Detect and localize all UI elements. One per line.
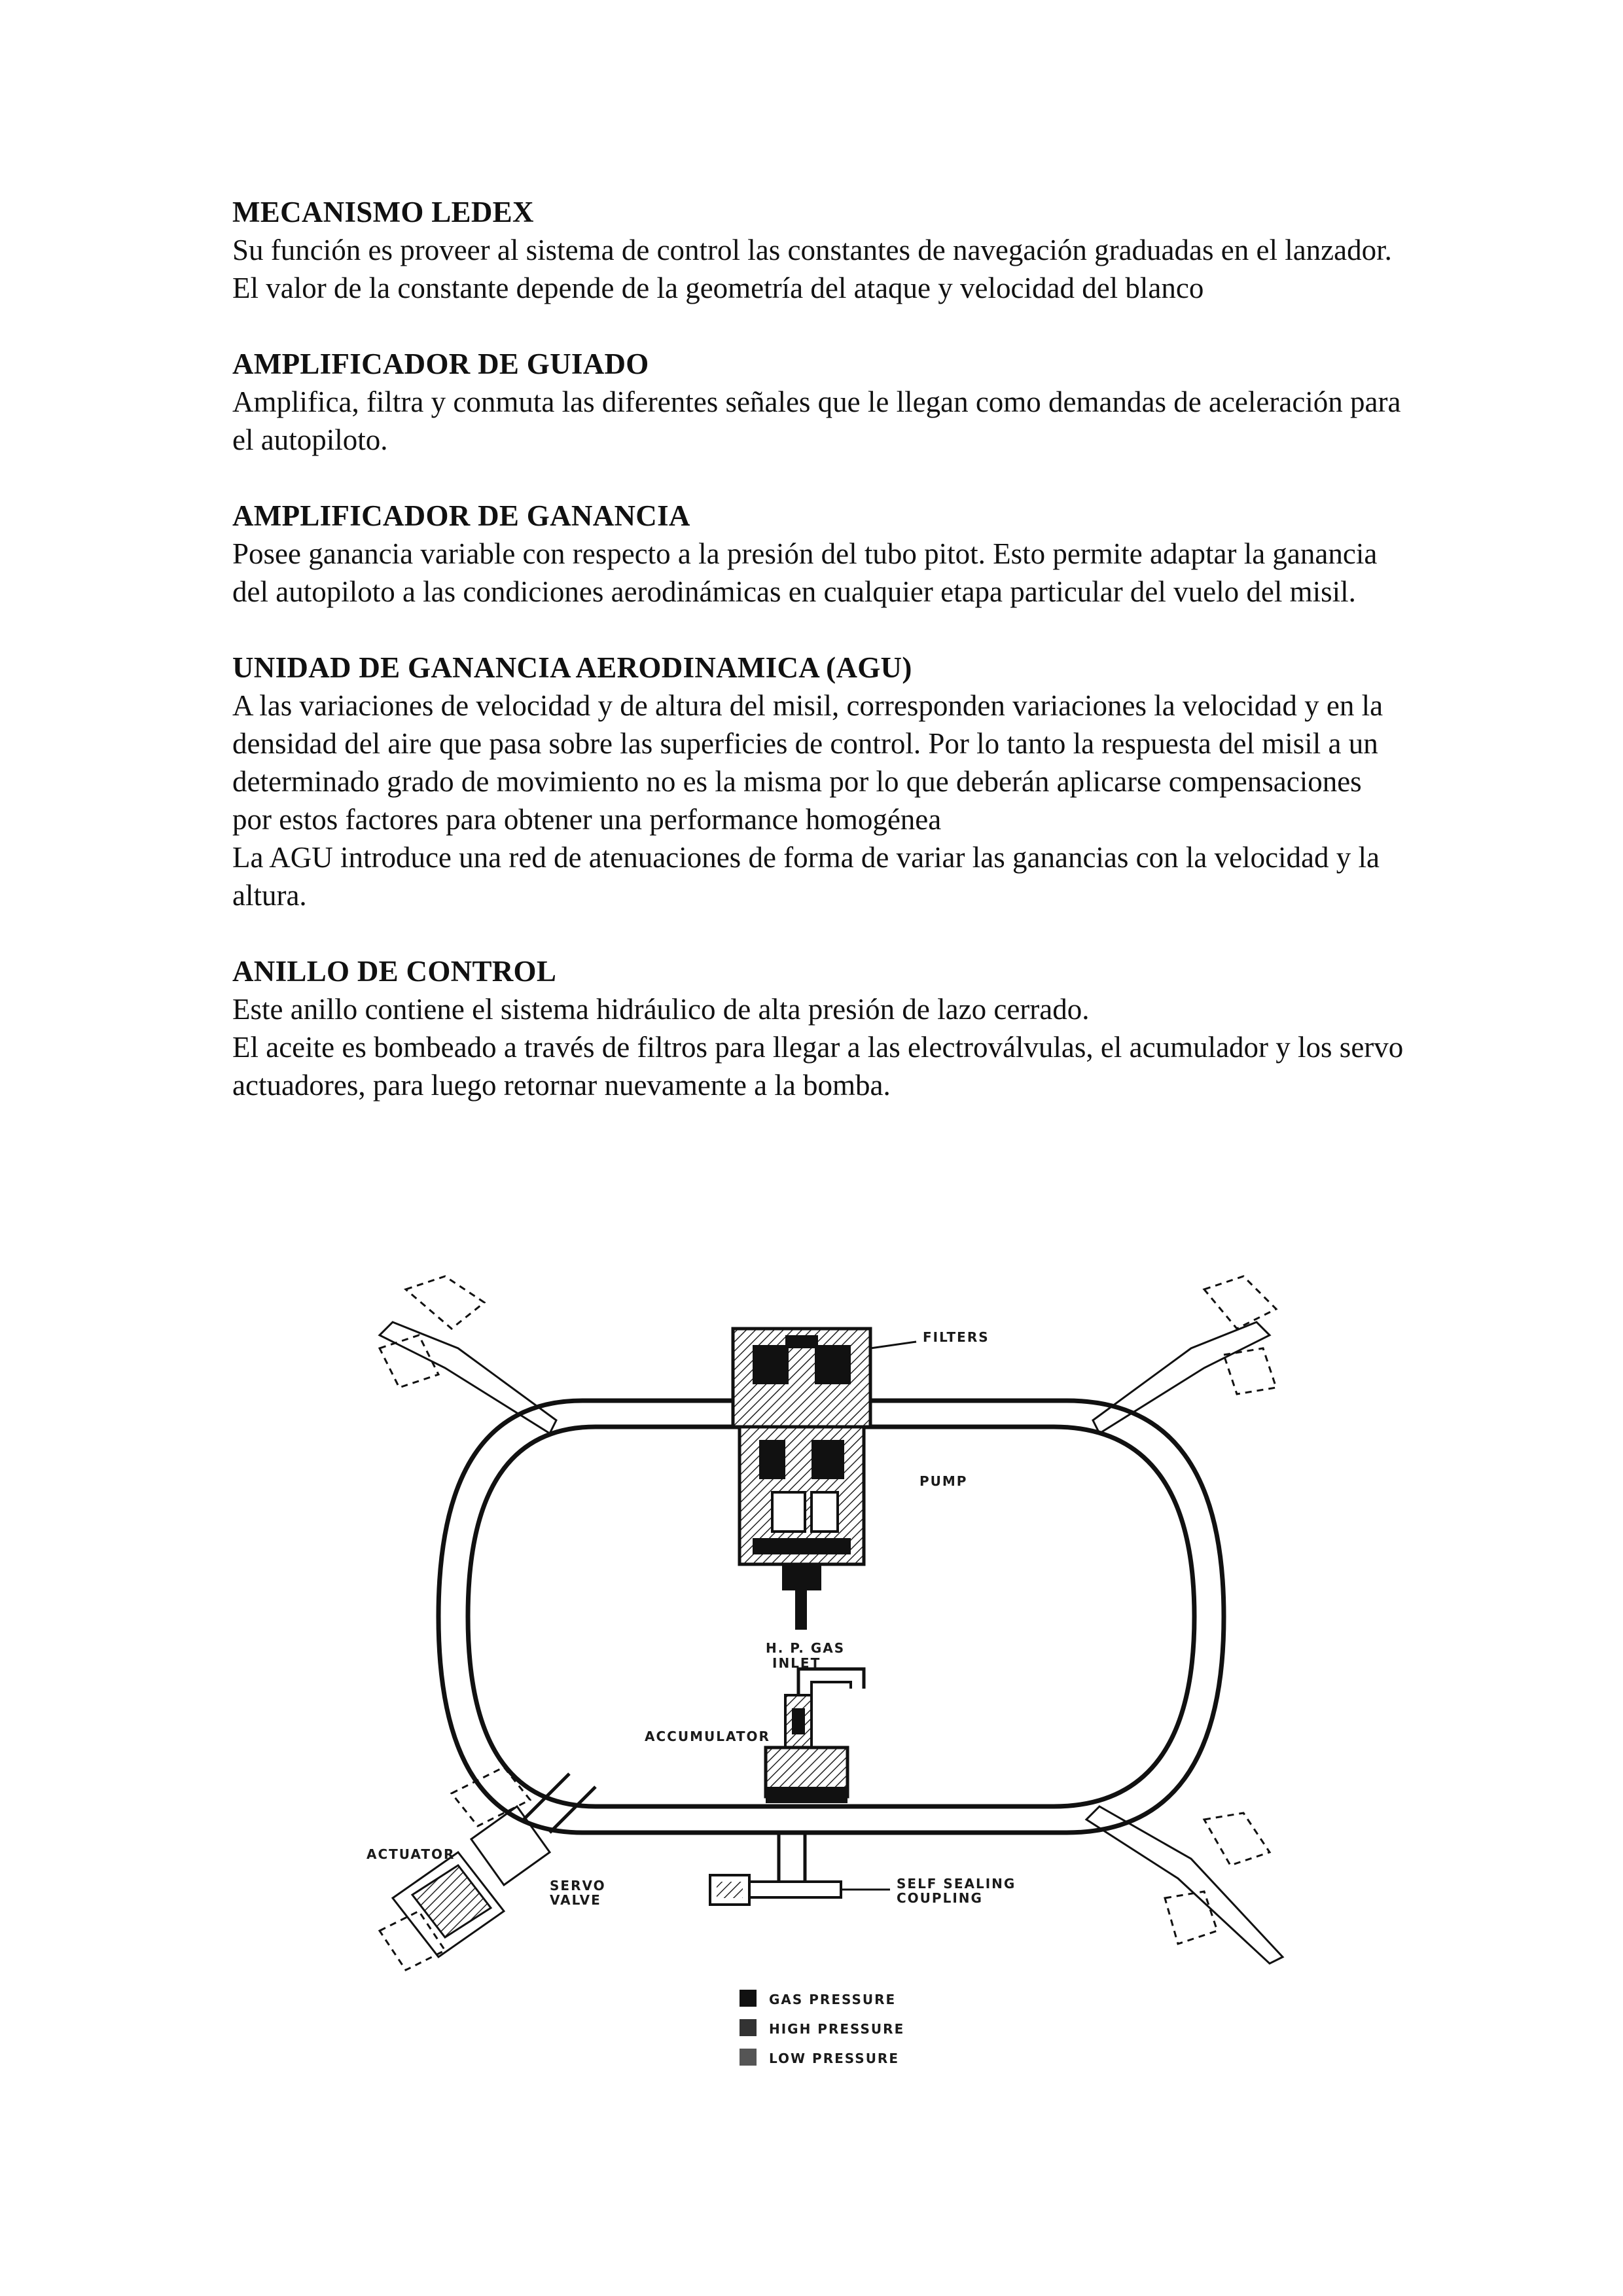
section-heading: MECANISMO LEDEX: [232, 196, 534, 228]
diagram-legend: [740, 1990, 904, 2066]
section-paragraph: Posee ganancia variable con respecto a la presión del tubo pitot. Esto permite adaptar la ganancia del autopiloto a las condiciones aerodinámicas en cualquier etapa particular del vuelo del misil.: [232, 537, 1378, 608]
section-paragraph: Amplifica, filtra y conmuta las diferentes señales que le llegan como demandas de aceleración para el autopiloto.: [232, 386, 1401, 456]
pump-assembly: [733, 1329, 916, 1630]
section-heading: AMPLIFICADOR DE GUIADO: [232, 348, 649, 380]
legend-high-label: HIGH PRESSURE: [769, 2021, 905, 2037]
legend-gas-label: GAS PRESSURE: [769, 1992, 897, 2007]
coupling-label: SELF SEALING: [897, 1876, 1016, 1892]
servo-valve-label-line2: VALVE: [550, 1892, 601, 1908]
section-heading: ANILLO DE CONTROL: [232, 955, 557, 988]
section-anillo-control: [232, 952, 1404, 1104]
hp-gas-label: H. P. GAS: [766, 1640, 846, 1656]
section-paragraph: La AGU introduce una red de atenuaciones de forma de variar las ganancias con la velocidad y la altura.: [232, 841, 1380, 912]
accumulator-label: ACCUMULATOR: [645, 1729, 770, 1744]
section-agu: [232, 649, 1404, 914]
section-paragraph: Su función es proveer al sistema de control las constantes de navegación graduadas en el lanzador. El valor de la constante depende de la geometría del ataque y velocidad del blanco: [232, 234, 1392, 304]
accumulator-assembly: [766, 1669, 864, 1803]
actuator-label: ACTUATOR: [366, 1846, 455, 1862]
section-amplificador-guiado: [232, 345, 1404, 459]
section-heading: AMPLIFICADOR DE GANANCIA: [232, 499, 690, 532]
self-sealing-coupling: [710, 1833, 890, 1905]
section-amplificador-ganancia: [232, 497, 1404, 611]
fin-bottom-right: [1086, 1806, 1283, 1964]
section-paragraph: El aceite es bombeado a través de filtros para llegar a las electroválvulas, el acumulador y los servo actuadores, para luego retornar nuevamente a la bomba.: [232, 1031, 1404, 1102]
section-paragraph: Este anillo contiene el sistema hidráulico de alta presión de lazo cerrado.: [232, 993, 1090, 1026]
document-text: [232, 193, 1404, 1142]
section-heading: UNIDAD DE GANANCIA AERODINAMICA (AGU): [232, 651, 912, 684]
legend-swatch-high: [740, 2019, 757, 2036]
legend-swatch-low: [740, 2049, 757, 2066]
section-paragraph: A las variaciones de velocidad y de altura del misil, corresponden variaciones la velocidad y en la densidad del aire que pasa sobre las superficies de control. Por lo tanto la respuesta del misil a un determinado grado de movimiento no es la misma por lo que deberán aplicarse compensaciones por estos factores para obtener una performance homogénea: [232, 689, 1383, 836]
coupling-label-line2: COUPLING: [897, 1890, 983, 1906]
pump-label: PUMP: [919, 1473, 968, 1489]
control-ring-diagram: [353, 1250, 1296, 2127]
servo-valve-label: SERVO: [550, 1878, 606, 1893]
legend-swatch-gas: [740, 1990, 757, 2007]
filters-label: FILTERS: [923, 1329, 990, 1345]
hp-gas-label-line2: INLET: [772, 1655, 821, 1671]
section-mecanismo-ledex: [232, 193, 1404, 307]
legend-low-label: LOW PRESSURE: [769, 2051, 899, 2066]
